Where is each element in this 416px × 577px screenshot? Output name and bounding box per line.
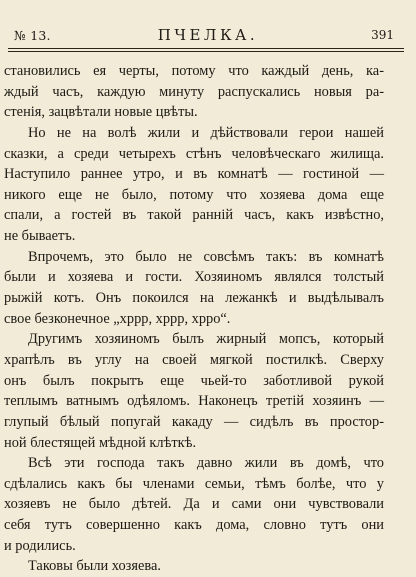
journal-title: ПЧЕЛКА. (157, 26, 259, 44)
text-line: были и хозяева и гости. Хозяиномъ являлся толстый (4, 269, 384, 286)
text-line: сказки, а среди четырехъ стѣнъ человѣческаго жилища. (4, 145, 384, 162)
text-line: не бываетъ. (4, 228, 76, 245)
text-line: никого еще не было, потому что хозяева дома еще (4, 186, 384, 203)
text-line: онъ былъ покрытъ еще чьей-то заботливой рукой (4, 372, 384, 389)
text-line: ной блестящей мѣдной клѣткѣ. (4, 434, 197, 451)
paragraph (4, 556, 384, 577)
body-text (4, 61, 384, 577)
text-line: теплымъ ватнымъ одѣяломъ. Наконецъ третій хозяинъ — (4, 393, 384, 410)
text-line: глупый бѣлый попугай какаду — сидѣлъ въ простор- (4, 413, 384, 430)
paragraph (4, 453, 384, 556)
running-header (8, 24, 408, 48)
text-line: спали, а гостей въ такой ранній часъ, какъ извѣстно, (4, 207, 384, 224)
text-line: сдѣлались какъ бы членами семьи, тѣмъ болѣе, что у (4, 475, 384, 492)
header-rule (8, 48, 404, 52)
text-line: и родились. (4, 537, 76, 554)
page-number: 391 (371, 28, 394, 42)
text-line: рыжій котъ. Онъ покоился на лежанкѣ и выдѣлывалъ (4, 290, 384, 307)
text-line: свое безконечное „хррр, хррр, хрро“. (4, 310, 231, 327)
paragraph (4, 329, 384, 453)
text-line: стенія, зацвѣтали новые цвѣты. (4, 104, 198, 121)
text-line: хозяевъ не было дѣтей. Да и сами они чувствовали (4, 496, 384, 513)
text-line: храпѣлъ въ углу на своей мягкой постилкѣ. Сверху (4, 351, 384, 368)
text-line: Всѣ эти господа такъ давно жили въ домѣ, что (28, 455, 384, 472)
text-line: Наступило раннее утро, и въ комнатѣ — гостиной — (4, 166, 384, 183)
paragraph (4, 61, 384, 123)
text-line: Таковы были хозяева. (28, 558, 161, 575)
issue-number: № 13. (14, 28, 51, 43)
text-line: становились ея черты, потому что каждый день, ка- (4, 63, 384, 79)
text-line: Но не на волѣ жили и дѣйствовали герои нашей (28, 124, 384, 141)
text-line: Впрочемъ, это было не совсѣмъ такъ: въ комнатѣ (28, 248, 384, 265)
paragraph (4, 247, 384, 330)
text-line: себя тутъ совершенно какъ дома, словно тутъ они (4, 517, 384, 534)
paragraph (4, 123, 384, 247)
text-line: ждый часъ, каждую минуту распускались новыя ра- (4, 83, 384, 100)
text-line: Другимъ хозяиномъ былъ жирный мопсъ, который (28, 331, 384, 348)
